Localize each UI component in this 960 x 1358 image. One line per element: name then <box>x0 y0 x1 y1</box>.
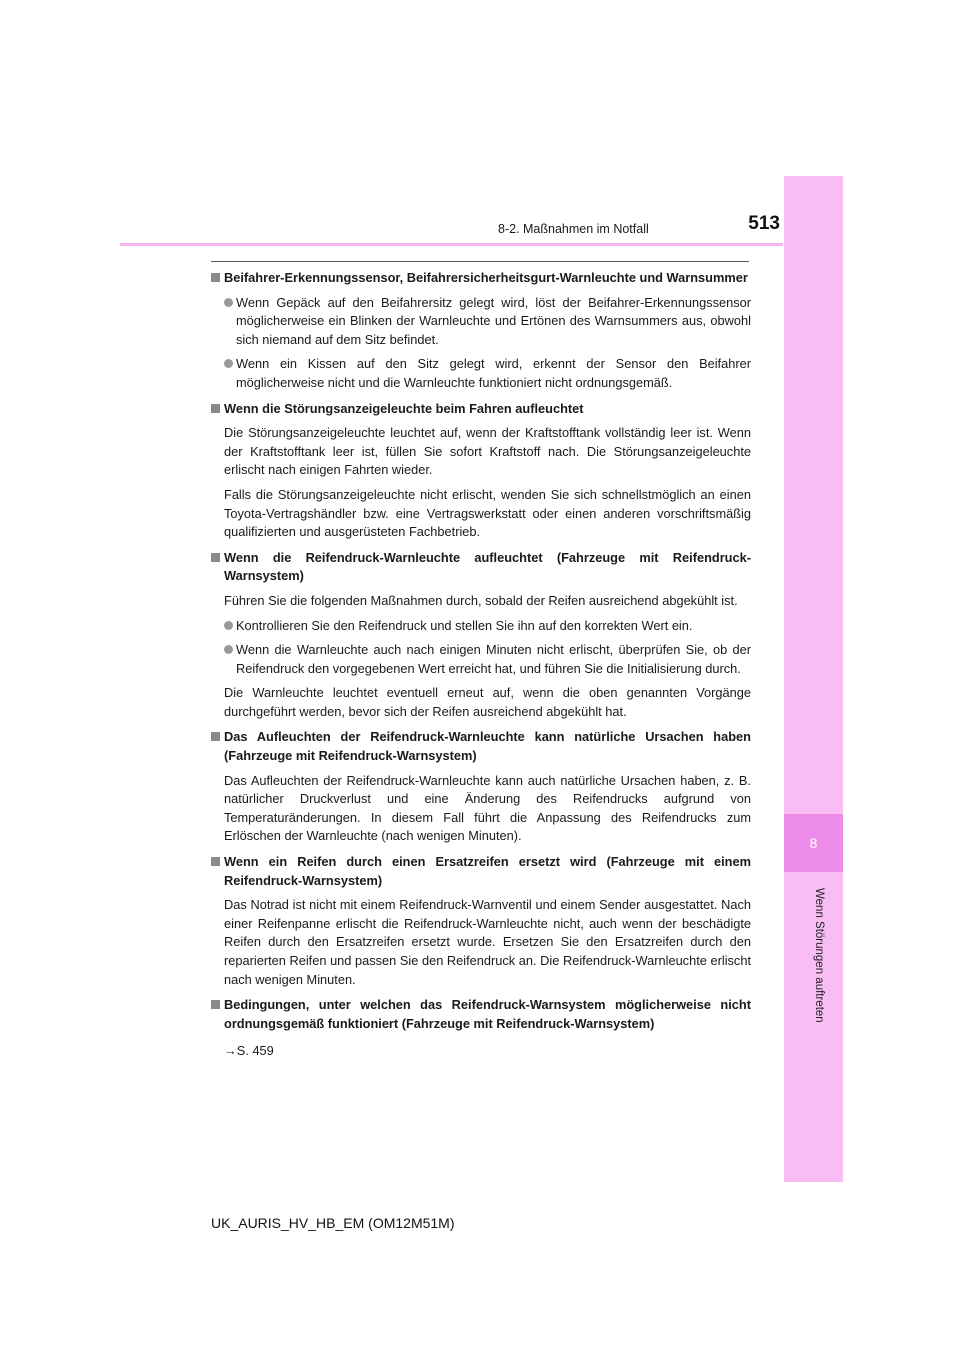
section-heading <box>211 728 751 765</box>
manual-code: UK_AURIS_HV_HB_EM (OM12M51M) <box>211 1215 455 1231</box>
paragraph: Falls die Störungsanzeigeleuchte nicht erlischt, wenden Sie sich schnellstmöglich an einen Toyota-Vertragshändler bzw. eine Vertragswerkstatt oder einen anderen vorschriftsmäßig qualifizierten und ausgerüsteten Fachbetrieb. <box>224 486 751 540</box>
heading-text: Das Aufleuchten der Reifendruck-Warnleuchte kann natürliche Ursachen haben (Fahrzeuge mit Reifendruck-Warnsystem) <box>224 729 751 764</box>
section-heading <box>211 400 751 419</box>
square-bullet-icon <box>211 404 220 413</box>
chapter-title-text: Wenn Störungen auftreten <box>813 887 825 1023</box>
bullet-text: Wenn die Warnleuchte auch nach einigen Minuten nicht erlischt, überprüfen Sie, ob der Reifendruck den vorgegebenen Wert erreicht hat, und führen Sie die Initialisierung durch. <box>236 642 751 676</box>
section-conditions <box>211 996 751 1061</box>
page-reference-link[interactable]: →S. 459 <box>224 1043 274 1059</box>
bullet-text: Wenn Gepäck auf den Beifahrersitz gelegt wird, löst der Beifahrer-Erkennungssensor möglicherweise ein Blinken der Warnleuchte und Ertönen des Warnsummers aus, obwohl sich niemand auf dem Sitz befindet. <box>236 294 751 347</box>
list-item <box>211 294 751 350</box>
section-spare-tire <box>211 853 751 989</box>
circle-bullet-icon <box>224 645 233 654</box>
heading-text: Bedingungen, unter welchen das Reifendruck-Warnsystem möglicherweise nicht ordnungsgemäß funktioniert (Fahrzeuge mit Reifendruck-Warnsystem) <box>224 997 751 1031</box>
heading-text: Wenn die Störungsanzeigeleuchte beim Fahren aufleuchtet <box>224 400 584 416</box>
page-content <box>211 269 751 1068</box>
chapter-number-tab: 8 <box>784 814 843 872</box>
list-item <box>211 641 751 678</box>
bullet-text: Kontrollieren Sie den Reifendruck und stellen Sie ihn auf den korrekten Wert ein. <box>236 617 693 633</box>
circle-bullet-icon <box>224 621 233 630</box>
square-bullet-icon <box>211 857 220 866</box>
bullet-text: Wenn ein Kissen auf den Sitz gelegt wird, erkennt der Sensor den Beifahrer möglicherweise nicht und die Warnleuchte funktioniert nicht ordnungsgemäß. <box>236 356 751 390</box>
square-bullet-icon <box>211 553 220 562</box>
section-heading <box>211 996 751 1033</box>
header-rule <box>120 243 783 246</box>
paragraph: Führen Sie die folgenden Maßnahmen durch, sobald der Reifen ausreichend abgekühlt ist. <box>224 592 738 608</box>
paragraph: Das Notrad ist nicht mit einem Reifendruck-Warnventil und einem Sender ausgestattet. Nach einer Reifenpanne erlischt die Reifendruck-Warnleuchte nicht, auch wenn der beschädigte Reifen durch den Ersatzreifen ersetzt wurde. Ersetzen Sie den Ersatzreifen durch den reparierten Reifen und passen Sie den Reifendruck an. Die Reifendruck-Warnleuchte erlischt nach wenigen Minuten. <box>224 897 751 987</box>
list-item <box>211 617 751 636</box>
heading-text: Wenn ein Reifen durch einen Ersatzreifen ersetzt wird (Fahrzeuge mit einem Reifendruck-Warnsystem) <box>224 854 751 888</box>
circle-bullet-icon <box>224 298 233 307</box>
square-bullet-icon <box>211 732 220 741</box>
square-bullet-icon <box>211 273 220 282</box>
heading-text: Wenn die Reifendruck-Warnleuchte aufleuchtet (Fahrzeuge mit Reifendruck-Warnsystem) <box>224 549 751 584</box>
paragraph: Die Warnleuchte leuchtet eventuell erneut auf, wenn die oben genannten Vorgänge durchgeführt werden, bevor sich der Reifen ausreichend abgekühlt hat. <box>224 685 751 719</box>
page-number: 513 <box>748 213 780 234</box>
circle-bullet-icon <box>224 359 233 368</box>
square-bullet-icon <box>211 1000 220 1009</box>
chapter-side-strip <box>784 176 843 1182</box>
heading-text: Beifahrer-Erkennungssensor, Beifahrersicherheitsgurt-Warnleuchte und Warnsummer <box>224 270 748 285</box>
section-malfunction-light <box>211 400 751 542</box>
content-top-rule <box>211 261 749 262</box>
section-heading <box>211 853 751 890</box>
section-heading <box>211 549 751 586</box>
section-title: 8-2. Maßnahmen im Notfall <box>498 222 649 236</box>
list-item <box>211 355 751 392</box>
chapter-title-vertical <box>801 880 825 1030</box>
paragraph: Das Aufleuchten der Reifendruck-Warnleuchte kann auch natürliche Ursachen haben, z. B. natürlicher Druckverlust und eine Änderung des Reifendrucks aufgrund von Temperaturänderungen. In diesem Fall führt die Anpassung des Reifendrucks zum Erlöschen der Warnleuchte (nach wenigen Minuten). <box>224 772 751 844</box>
paragraph: Die Störungsanzeigeleuchte leuchtet auf, wenn der Kraftstofftank vollständig leer ist. Wenn der Kraftstofftank leer ist, füllen Sie sofort Kraftstoff nach. Die Störungsanzeigeleuchte erlischt nach einigen Fahrten wieder. <box>224 425 751 478</box>
section-tire-pressure-light <box>211 549 751 722</box>
section-natural-causes <box>211 728 751 846</box>
section-heading <box>211 269 751 288</box>
section-passenger-sensor <box>211 269 751 393</box>
